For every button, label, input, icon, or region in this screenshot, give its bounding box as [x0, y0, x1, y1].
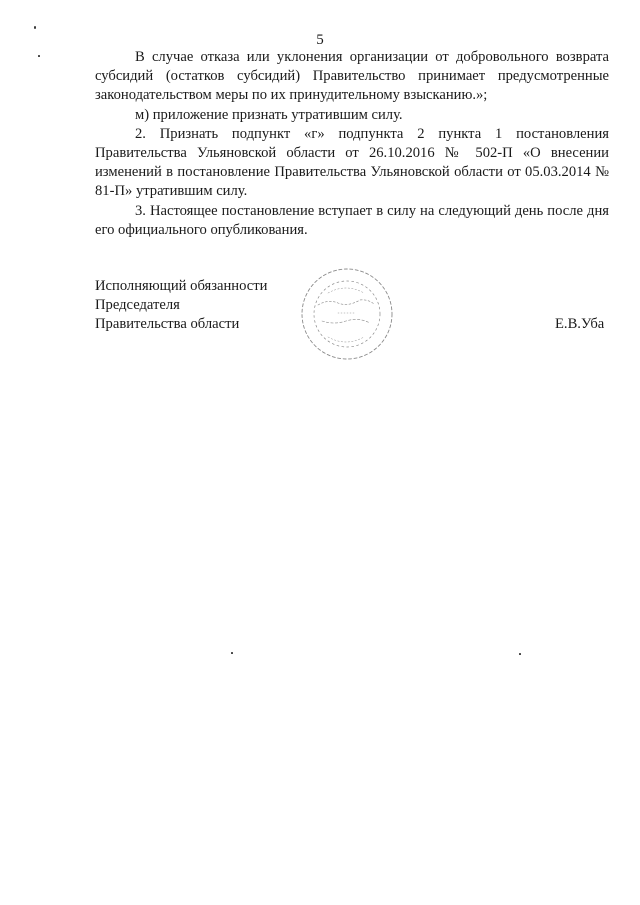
page-number: 5	[316, 32, 324, 48]
scan-speck	[38, 55, 40, 57]
signatory-title-line-2: Председателя	[95, 297, 180, 314]
scan-speck	[231, 652, 233, 654]
paragraph-appendix-void: м) приложение признать утратившим силу.	[135, 106, 403, 123]
signatory-title-line-1: Исполняющий обязанности	[95, 278, 268, 294]
signer-name: Е.В.Уба	[555, 316, 605, 332]
signature-title-block	[95, 277, 267, 335]
official-seal-icon	[298, 265, 396, 363]
scan-speck	[34, 26, 36, 29]
document-body	[95, 48, 609, 240]
signatory-title-line-3: Правительства области	[95, 316, 240, 333]
paragraph-item-2: 2. Признать подпункт «г» подпункта 2 пункта 1 постановления Правительства Ульяновской области от 26.10.2016 № 502-П «О внесении изменений в постановление Правительства Ульяновской области от 05.03.2014 № 81-П» утратившим силу.	[95, 125, 609, 200]
scan-speck	[519, 653, 521, 655]
paragraph-refund-clause: В случае отказа или уклонения организации от добровольного возврата субсидий (остатков субсидий) Правительство принимает предусмотренные законодательством меры по их принудительному взысканию.»;	[95, 49, 609, 104]
paragraph-item-3: 3. Настоящее постановление вступает в силу на следующий день после дня его официального опубликования.	[95, 202, 609, 238]
